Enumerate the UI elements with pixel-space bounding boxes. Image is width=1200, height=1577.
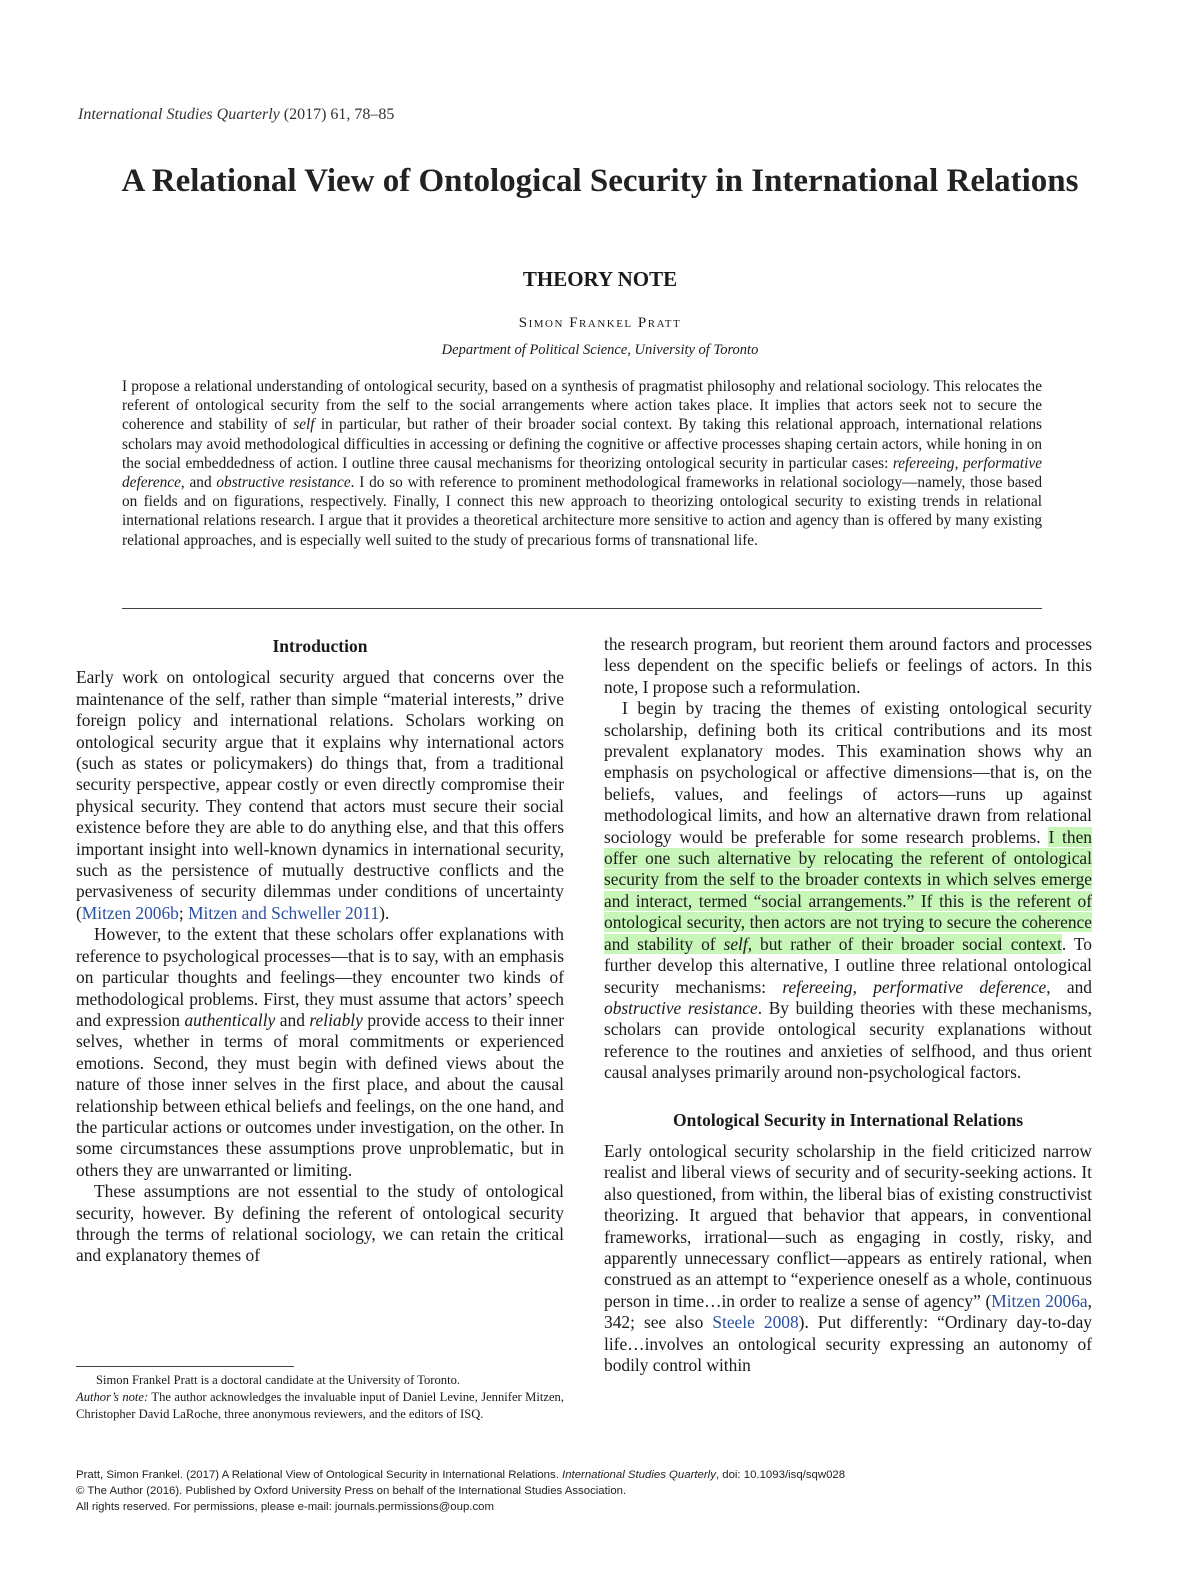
right-p2-b: . To further develop this alternative, I outline three relational ontological security mechanisms: xyxy=(604,933,1093,997)
intro-p1-end: ). xyxy=(379,902,390,923)
intro-p2-authentically: authentically xyxy=(184,1009,276,1030)
right-p3-mid: , 342; see also xyxy=(604,1290,1093,1333)
right-p2-mechanism-3: obstructive resistance xyxy=(604,997,758,1018)
intro-p1-text: Early work on ontological security argued that concerns over the maintenance of the self, rather than simple “material interests,” drive foreign policy and international relations. Scholars working on ontological security argue that it explains why international actors (such as states or policymakers) do things that, from a traditional security perspective, appear costly or even directly compromise their physical security. They contend that actors must secure their social existence before they are able to do anything else, and that this offers important insight into well-known dynamics in international security, such as the persistence of mutually destructive conflicts and the pervasiveness of security dilemmas under conditions of uncertainty ( xyxy=(76,667,564,923)
abstract-mechanism-2: performative deference xyxy=(122,454,1042,492)
author-bio: Simon Frankel Pratt is a doctoral candidate at the University of Toronto. xyxy=(96,1373,461,1387)
footnote-divider xyxy=(76,1366,294,1367)
highlight-part-a: I then offer one such alternative by relocating the referent of ontological security from the self to the broader contexts in which selves emerge and interact, termed “social arrangements.” If this is the referent of ontological security, then actors are not trying to secure the coherence and stability of xyxy=(604,826,1092,954)
footer-copyright: © The Author (2016). Published by Oxford University Press on behalf of the International Studies Association. xyxy=(76,1485,627,1497)
article-title: A Relational View of Ontological Security in International Relations xyxy=(121,163,1079,199)
journal-reference xyxy=(78,106,394,124)
intro-p2-a: However, to the extent that these scholars offer explanations with reference to psychological processes—that is to say, with an emphasis on particular thoughts and feelings—they encounter two kinds of methodological problems. First, they must assume that actors’ speech and expression xyxy=(76,924,564,1030)
citation-footer xyxy=(76,1467,1126,1515)
author-affiliation: Department of Political Science, University of Toronto xyxy=(441,342,759,358)
author-note xyxy=(76,1389,564,1423)
citation-mitzen-2006b[interactable]: Mitzen 2006b xyxy=(81,902,179,923)
right-p2-sep-1: , xyxy=(852,976,874,997)
abstract-part-2: in particular, but rather of their broader social context. By taking this relational approach, international relations scholars may avoid methodological difficulties in accessing or defining the cognitive or affective processes shaping certain actors, while honing in on the social embeddedness of action. I outline three causal mechanisms for theorizing ontological security in particular cases: xyxy=(122,416,1043,472)
intro-p2-b: provide access to their inner selves, whether in terms of moral commitments or experienced emotions. Second, they must begin with defined views about the nature of those inner selves in the first place, and about the causal relationship between ethical beliefs and feelings, on the one hand, and the particular actions or outcomes under investigation, on the other. In some circumstances these assumptions prove unproblematic, but in others they are unwarranted or limiting. xyxy=(76,1009,564,1180)
abstract-divider xyxy=(122,608,1042,609)
citation-mitzen-schweller-2011[interactable]: Mitzen and Schweller 2011 xyxy=(188,902,380,923)
abstract-sep-2: , and xyxy=(180,474,217,492)
abstract xyxy=(122,377,1042,550)
journal-name: International Studies Quarterly xyxy=(78,106,280,123)
citation-mitzen-2006a[interactable]: Mitzen 2006a xyxy=(991,1290,1088,1311)
right-column xyxy=(604,634,1092,1376)
highlight-self-word: self xyxy=(723,933,748,954)
footer-journal-name: International Studies Quarterly xyxy=(562,1469,716,1481)
abstract-sep-1: , xyxy=(954,454,963,472)
abstract-part-1: I propose a relational understanding of ontological security, based on a synthesis of pragmatist philosophy and relational sociology. This relocates the referent of ontological security from the self to the social arrangements where action takes place. It implies that actors seek not to secure the coherence and stability of xyxy=(122,378,1042,434)
right-p2-mechanism-1: refereeing xyxy=(782,976,853,997)
journal-details: (2017) 61, 78–85 xyxy=(279,106,395,123)
right-paragraph-3 xyxy=(604,1141,1092,1376)
footer-permissions: All rights reserved. For permissions, please e-mail: journals.permissions@oup.com xyxy=(76,1501,494,1513)
section-heading-ontological-security: Ontological Security in International Relations xyxy=(673,1109,1023,1130)
citation-separator: ; xyxy=(178,902,189,923)
right-paragraph-2 xyxy=(604,698,1092,1083)
footer-citation-a: Pratt, Simon Frankel. (2017) A Relational View of Ontological Security in International Relations. xyxy=(76,1469,563,1481)
intro-paragraph-1 xyxy=(76,667,564,924)
footer-citation-line xyxy=(76,1467,1126,1483)
abstract-part-3: . I do so with reference to prominent methodological frameworks in relational sociology—namely, those based on fields and on figurations, respectively. Finally, I connect this new approach to theorizing ontological security to existing trends in relational international relations research. I argue that it provides a theoretical architecture more sensitive to action and agency than is offered by many existing relational approaches, and is especially well suited to the study of precarious forms of transnational life. xyxy=(122,474,1042,549)
abstract-mechanism-1: refereeing xyxy=(892,454,955,472)
right-p2-mechanism-2: performative deference xyxy=(873,976,1047,997)
section-heading-introduction: Introduction xyxy=(272,636,368,656)
intro-p2-reliably: reliably xyxy=(309,1009,363,1030)
highlight-part-b: , but rather of their broader social context xyxy=(747,933,1062,954)
intro-paragraph-3: These assumptions are not essential to the study of ontological security, however. By defining the referent of ontological security through the terms of relational sociology, we can retain the critical and explanatory themes of xyxy=(76,1181,564,1266)
abstract-self-word: self xyxy=(293,416,315,434)
note-type: THEORY NOTE xyxy=(522,267,678,291)
author-note-text: The author acknowledges the invaluable input of Daniel Levine, Jennifer Mitzen, Christopher David LaRoche, three anonymous reviewers, and the editors of ISQ. xyxy=(76,1390,564,1421)
citation-steele-2008[interactable]: Steele 2008 xyxy=(712,1312,799,1333)
abstract-mechanism-3: obstructive resistance xyxy=(216,474,351,492)
intro-paragraph-2 xyxy=(76,924,564,1181)
intro-p2-and: and xyxy=(275,1009,310,1030)
right-p2-c: . By building theories with these mechanisms, scholars can provide ontological security explanations without reference to the routines and anxieties of selfhood, and thus orient causal analyses primarily around non-psychological factors. xyxy=(604,997,1092,1083)
left-column xyxy=(76,636,564,1267)
footnote xyxy=(76,1372,564,1423)
right-p2-sep-2: , and xyxy=(1046,976,1092,997)
right-paragraph-1: the research program, but reorient them around factors and processes less dependent on the specific beliefs or feelings of actors. In this note, I propose such a reformulation. xyxy=(604,634,1092,697)
footer-doi[interactable]: , doi: 10.1093/isq/sqw028 xyxy=(715,1469,846,1481)
right-p3-a: Early ontological security scholarship in the field criticized narrow realist and liberal views of security and of security-seeking actions. It also questioned, from within, the liberal bias of existing constructivist theorizing. It argued that behavior that appears, in conventional frameworks, irrational—such as engaging in costly, risky, and apparently unnecessary conflict—appears as entirely rational, when construed as an attempt to “experience oneself as a whole, continuous person in time…in order to realize a sense of agency” ( xyxy=(604,1140,1092,1311)
author-note-label: Author’s note: xyxy=(76,1390,149,1404)
right-p3-b: ). Put differently: “Ordinary day-to-day life…involves an ontological security expressing an autonomy of bodily control within xyxy=(604,1312,1092,1375)
right-p2-a: I begin by tracing the themes of existing ontological security scholarship, defining both its critical contributions and its most prevalent explanatory modes. This examination shows why an emphasis on psychological or affective dimensions—that is, on the beliefs, values, and feelings of actors—runs up against methodological limits, and how an alternative drawn from relational sociology would be preferable for some research problems. xyxy=(604,698,1092,847)
author-name: Simon Frankel Pratt xyxy=(518,315,682,331)
